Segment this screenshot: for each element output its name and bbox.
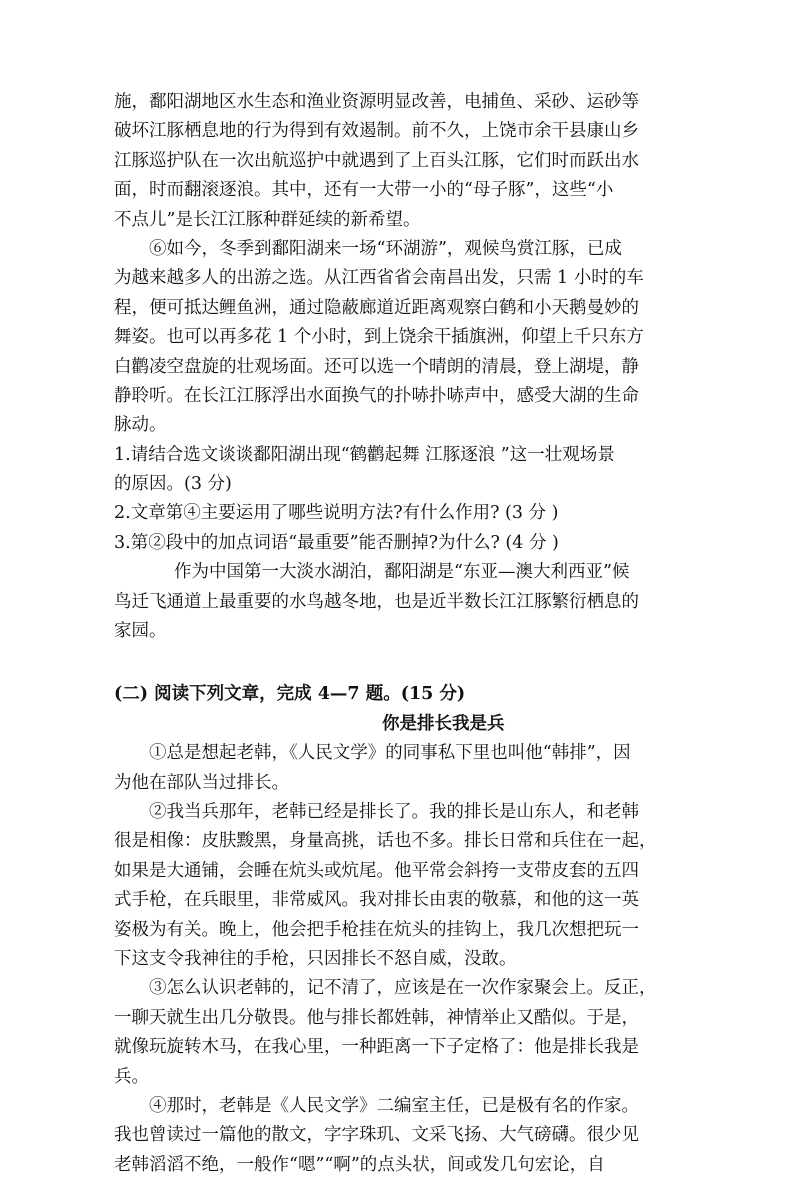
article-title: 你是排长我是兵	[382, 713, 505, 734]
text-line: 脉动。	[114, 415, 167, 436]
text-line: 不点儿”是长江江豚种群延续的新希望。	[114, 209, 421, 230]
text-line: 我也曾读过一篇他的散文，字字珠玑、文采飞扬、大气磅礴。很少见	[114, 1125, 639, 1146]
text-line: ⑥如今，冬季到鄱阳湖来一场“环湖游”，观候鸟赏江豚，已成	[149, 238, 622, 259]
text-line: 家园。	[114, 621, 167, 642]
text-line: 姿极为有关。晚上，他会把手枪挂在炕头的挂钩上，我几次想把玩一	[114, 919, 639, 940]
text-line: ①总是想起老韩，《人民文学》的同事私下里也叫他“韩排”，因	[149, 743, 631, 764]
text-line: 静聆听。在长江江豚浮出水面换气的扑哧扑哧声中，感受大湖的生命	[114, 385, 639, 406]
question-1: 1.请结合选文谈谈鄱阳湖出现“鹤鹳起舞 江豚逐浪 ”这一壮观场景	[114, 444, 615, 465]
text-line: 程，便可抵达鲤鱼洲，通过隐蔽廊道近距离观察白鹤和小天鹅曼妙的	[114, 297, 639, 318]
text-line: 就像玩旋转木马，在我心里，一种距离一下子定格了：他是排长我是	[114, 1037, 639, 1058]
question-1-continued: 的原因。(3 分)	[114, 474, 232, 495]
text-line: 破坏江豚栖息地的行为得到有效遏制。前不久，上饶市余干县康山乡	[114, 121, 639, 142]
question-list	[114, 441, 690, 559]
text-line: 为他在部队当过排长。	[114, 772, 289, 793]
text-line: 作为中国第一大淡水湖泊，鄱阳湖是“东亚—澳大利西亚”候	[174, 562, 630, 583]
question-2: 2.文章第④主要运用了哪些说明方法?有什么作用? (3 分 )	[114, 503, 559, 524]
article-paragraph-2	[114, 798, 690, 974]
question-3: 3.第②段中的加点词语“最重要”能否删掉?为什么? (4 分 )	[114, 532, 559, 553]
text-line: 舞姿。也可以再多花 1 个小时，到上饶余干插旗洲，仰望上千只东方	[114, 327, 644, 348]
text-line: ②我当兵那年，老韩已经是排长了。我的排长是山东人，和老韩	[149, 801, 639, 822]
article-paragraph-1	[114, 739, 690, 798]
text-line: 很是相像：皮肤黢黑，身量高挑，话也不多。排长日常和兵住在一起，	[114, 831, 657, 852]
text-line: 鸟迁飞通道上最重要的水鸟越冬地，也是近半数长江江豚繁衍栖息的	[114, 591, 639, 612]
text-line: 下这支令我神往的手枪，只因排长不怒自威，没敢。	[114, 948, 517, 969]
section-2-heading: (二) 阅读下列文章，完成 4—7 题。(15 分)	[114, 684, 466, 705]
text-line: 江豚巡护队在一次出航巡护中就遇到了上百头江豚，它们时而跃出水	[114, 150, 639, 171]
text-line: 式手枪，在兵眼里，非常威风。我对排长由衷的敬慕，和他的这一英	[114, 890, 639, 911]
text-line: 老韩滔滔不绝，一般作“嗯”“啊”的点头状，间或发几句宏论，自	[114, 1154, 605, 1175]
passage1-paragraph-5	[114, 88, 690, 235]
text-line: 一聊天就生出几分敬畏。他与排长都姓韩，神情举止又酷似。于是，	[114, 1007, 639, 1028]
article-paragraph-3	[114, 974, 690, 1092]
document-page	[114, 88, 690, 1180]
text-line: 施，鄱阳湖地区水生态和渔业资源明显改善，电捕鱼、采砂、运砂等	[114, 92, 639, 112]
text-line: 如果是大通铺，会睡在炕头或炕尾。他平常会斜挎一支带皮套的五四	[114, 860, 639, 881]
text-line: ③怎么认识老韩的，记不清了，应该是在一次作家聚会上。反正，	[149, 978, 657, 999]
article-paragraph-4	[114, 1092, 690, 1180]
text-line: ④那时，老韩是《人民文学》二编室主任，已是极有名的作家。	[149, 1095, 639, 1116]
passage1-paragraph-6	[114, 235, 690, 441]
section-spacer	[114, 646, 690, 680]
text-line: 兵。	[114, 1066, 149, 1087]
text-line: 面，时而翻滚逐浪。其中，还有一大带一小的“母子豚”，这些“小	[114, 180, 614, 201]
text-line: 白鹳凌空盘旋的壮观场面。还可以选一个晴朗的清晨，登上湖堤，静	[114, 356, 639, 377]
quoted-sentence	[114, 558, 690, 646]
text-line: 为越来越多人的出游之选。从江西省省会南昌出发，只需 1 小时的车	[114, 268, 644, 289]
